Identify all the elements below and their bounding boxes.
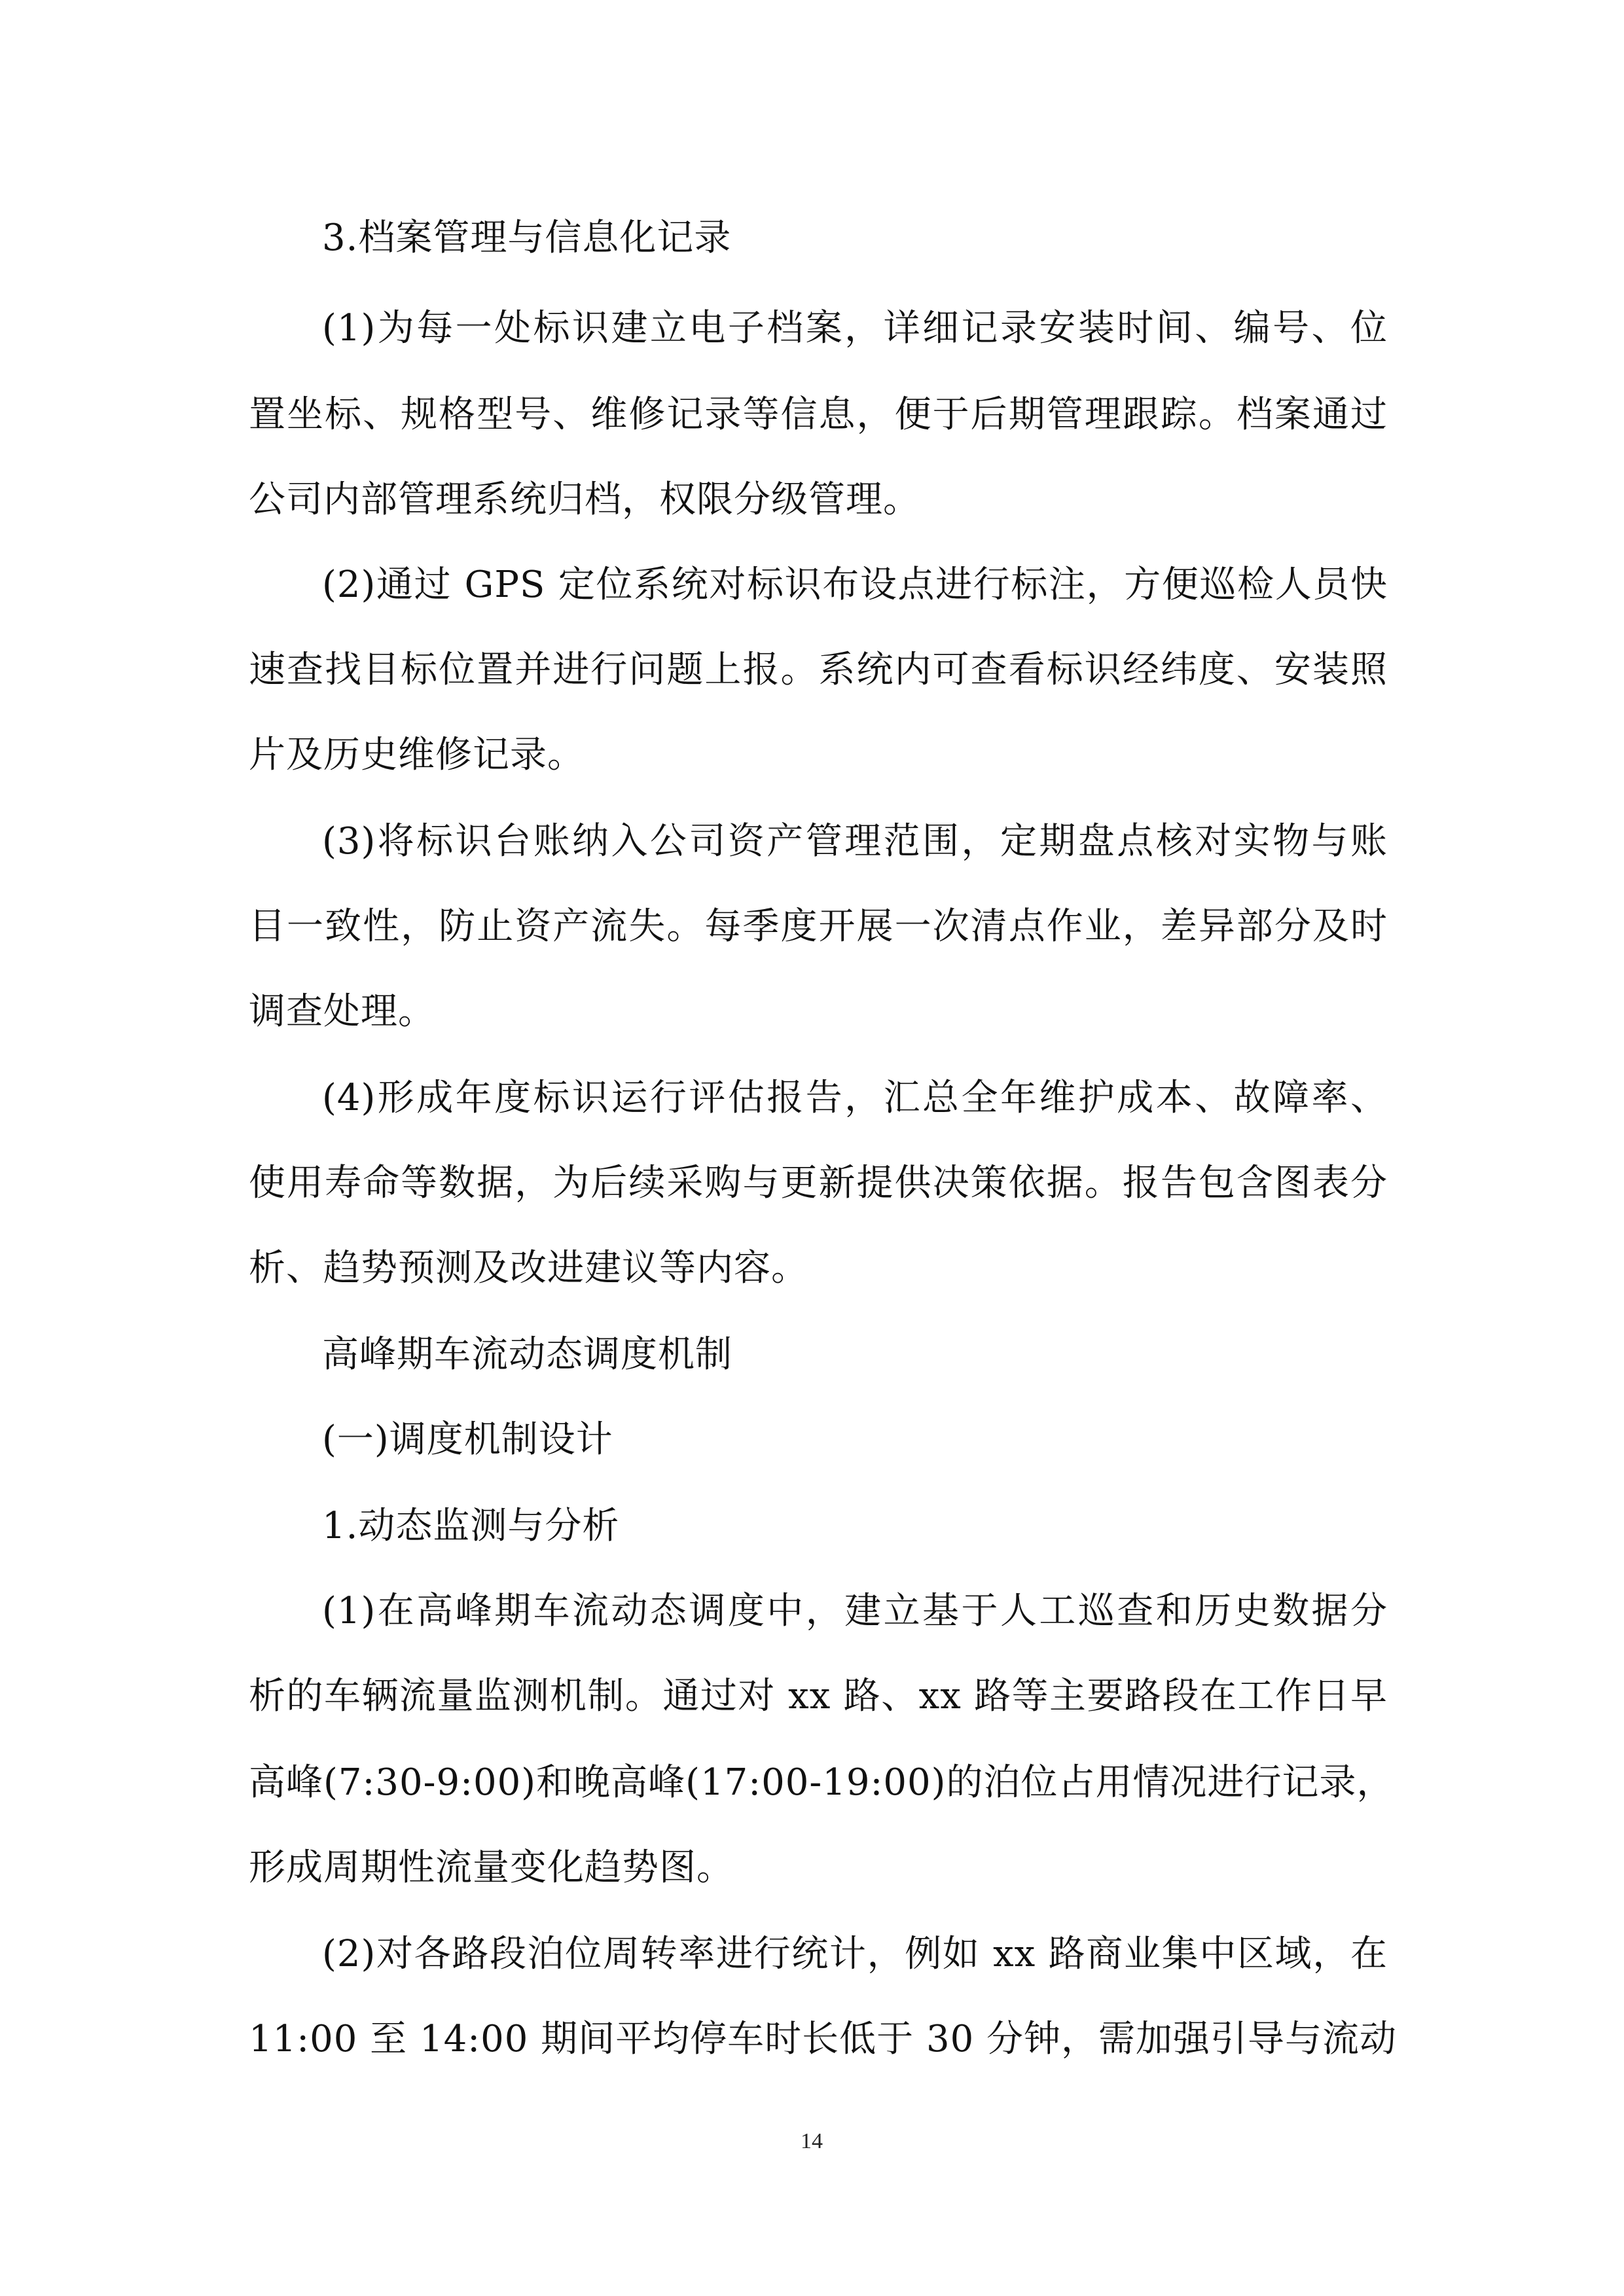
chapter-heading: 高峰期车流动态调度机制: [322, 1333, 732, 1376]
paragraph-line: 片及历史维修记录。: [249, 734, 585, 776]
paragraph-line: 高峰(7:30-9:00)和晚高峰(17:00-19:00)的泊位占用情况进行记录，: [249, 1761, 1394, 1804]
paragraph-line: (4)形成年度标识运行评估报告，汇总全年维护成本、故障率、: [322, 1077, 1388, 1119]
paragraph-line: (3)将标识台账纳入公司资产管理范围，定期盘点核对实物与账: [322, 820, 1388, 863]
paragraph-line: 公司内部管理系统归档，权限分级管理。: [249, 478, 920, 521]
paragraph-line: 使用寿命等数据，为后续采购与更新提供决策依据。报告包含图表分: [249, 1162, 1388, 1204]
subsubsection-heading: 1.动态监测与分析: [322, 1505, 620, 1547]
paragraph-line: (2)通过 GPS 定位系统对标识布设点进行标注，方便巡检人员快: [322, 564, 1388, 606]
section-heading: 3.档案管理与信息化记录: [322, 217, 732, 259]
subsection-heading: (一)调度机制设计: [322, 1418, 613, 1461]
paragraph-line: (1)为每一处标识建立电子档案，详细记录安装时间、编号、位: [322, 307, 1388, 350]
paragraph-line: (1)在高峰期车流动态调度中，建立基于人工巡查和历史数据分: [322, 1590, 1388, 1632]
paragraph-line: 析的车辆流量监测机制。通过对 xx 路、xx 路等主要路段在工作日早: [249, 1675, 1388, 1717]
paragraph-line: 调查处理。: [249, 990, 435, 1033]
paragraph-line: 11:00 至 14:00 期间平均停车时长低于 30 分钟，需加强引导与流动: [249, 2018, 1398, 2060]
paragraph-line: (2)对各路段泊位周转率进行统计，例如 xx 路商业集中区域，在: [322, 1933, 1388, 1975]
paragraph-line: 置坐标、规格型号、维修记录等信息，便于后期管理跟踪。档案通过: [249, 393, 1388, 436]
paragraph-line: 目一致性，防止资产流失。每季度开展一次清点作业，差异部分及时: [249, 905, 1388, 948]
page-number: 14: [801, 2129, 823, 2153]
paragraph-line: 形成周期性流量变化趋势图。: [249, 1846, 734, 1889]
paragraph-line: 析、趋势预测及改进建议等内容。: [249, 1247, 808, 1289]
paragraph-line: 速查找目标位置并进行问题上报。系统内可查看标识经纬度、安装照: [249, 649, 1388, 691]
